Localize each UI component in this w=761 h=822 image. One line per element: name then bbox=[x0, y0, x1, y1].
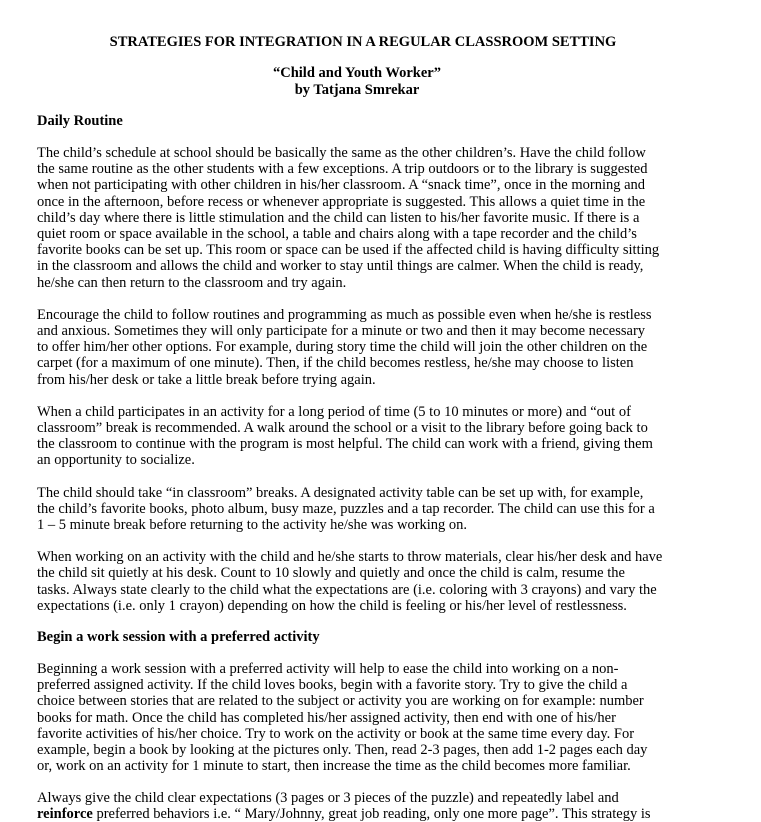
paragraph-line: The child should take “in classroom” breaks. A designated activity table can be set up with, for example, bbox=[37, 484, 644, 501]
paragraph-line: and anxious. Sometimes they will only participate for a minute or two and then it may become necessary bbox=[37, 323, 646, 340]
paragraph-line: carpet (for a maximum of one minute). Then, if the child becomes restless, he/she may choose to listen bbox=[37, 355, 634, 372]
paragraph-line: an opportunity to socialize. bbox=[37, 452, 195, 469]
paragraph bbox=[37, 790, 677, 822]
paragraph-line: choice between stories that are related to the subject or activity you are working on for example: number bbox=[37, 693, 644, 710]
paragraph-text: preferred behaviors i.e. “ Mary/Johnny, great job reading, only one more page”. This strategy is bbox=[92, 805, 651, 822]
paragraph-line: or, work on an activity for 1 minute to start, then increase the time as the child becomes more familiar. bbox=[37, 758, 631, 775]
subtitle-author: by Tatjana Smrekar bbox=[294, 82, 420, 98]
paragraph-line: Beginning a work session with a preferred activity will help to ease the child into working on a non- bbox=[37, 661, 619, 678]
paragraph bbox=[37, 145, 677, 291]
paragraph-line: the same routine as the other students with a few exceptions. A trip outdoors or to the library is suggested bbox=[37, 161, 648, 178]
paragraph-line: the child sit quietly at his desk. Count to 10 slowly and quietly and once the child is calm, resume the bbox=[37, 565, 625, 582]
document-subtitle bbox=[37, 65, 677, 99]
paragraph-line: in the classroom and allows the child and worker to stay until things are calmer. When the child is ready, bbox=[37, 258, 644, 275]
paragraph-line: favorite books can be set up. This room or space can be used if the affected child is having difficulty sitting bbox=[37, 242, 660, 259]
paragraph-line: The child’s schedule at school should be basically the same as the other children’s. Have the child follow bbox=[37, 145, 646, 161]
paragraph-line: once in the afternoon, before recess or whenever appropriate is suggested. This allows a quiet time in the bbox=[37, 193, 646, 210]
paragraph-line: to offer him/her other options. For example, during story time the child will join the other children on the bbox=[37, 339, 648, 356]
paragraph-line: the child’s favorite books, photo album, busy maze, puzzles and a tap recorder. The child can use this for a bbox=[37, 500, 655, 517]
paragraph bbox=[37, 307, 677, 388]
paragraph-line: from his/her desk or take a little break before trying again. bbox=[37, 371, 376, 388]
paragraph-line: favorite activities of his/her choice. Try to work on the activity or book at the same time every day. For bbox=[37, 725, 635, 742]
paragraph-line: books for math. Once the child has completed his/her assigned activity, then end with one of his/her bbox=[37, 709, 616, 726]
paragraph-line: When working on an activity with the child and he/she starts to throw materials, clear his/her desk and have bbox=[37, 549, 663, 566]
paragraph-line bbox=[37, 806, 677, 822]
paragraph-line: classroom” break is recommended. A walk around the school or a visit to the library before going back to bbox=[37, 420, 648, 437]
paragraph-line: tasks. Always state clearly to the child what the expectations are (i.e. coloring with 3 crayons) and vary the bbox=[37, 581, 657, 598]
document-page bbox=[37, 33, 677, 822]
paragraph bbox=[37, 404, 677, 469]
document-title: STRATEGIES FOR INTEGRATION IN A REGULAR CLASSROOM SETTING bbox=[109, 34, 617, 50]
paragraph-line: expectations (i.e. only 1 crayon) depending on how the child is feeling or his/her level of restlessness. bbox=[37, 597, 627, 614]
paragraph bbox=[37, 549, 677, 614]
subtitle-role: “Child and Youth Worker” bbox=[272, 65, 441, 81]
paragraph-line: preferred assigned activity. If the child loves books, begin with a favorite story. Try to give the child a bbox=[37, 677, 628, 694]
document-body bbox=[37, 113, 677, 775]
section-heading: Begin a work session with a preferred activity bbox=[37, 629, 320, 646]
paragraph-line: When a child participates in an activity for a long period of time (5 to 10 minutes or more) and “out of bbox=[37, 403, 631, 420]
paragraph-line: the classroom to continue with the program is most helpful. The child can work with a friend, giving them bbox=[37, 436, 653, 453]
paragraph-line: 1 – 5 minute break before returning to the activity he/she was working on. bbox=[37, 517, 468, 534]
paragraph-line: example, begin a book by looking at the pictures only. Then, read 2-3 pages, then add 1-2 pages each day bbox=[37, 742, 648, 759]
paragraph-line: Always give the child clear expectations (3 pages or 3 pieces of the puzzle) and repeatedly label and bbox=[37, 789, 619, 806]
paragraph-line: quiet room or space available in the school, a table and chairs along with a tape recorder and the child’s bbox=[37, 226, 637, 243]
paragraph bbox=[37, 485, 677, 534]
paragraph bbox=[37, 661, 677, 774]
paragraph-line: he/she can then return to the classroom and try again. bbox=[37, 274, 347, 291]
paragraph-line: when not participating with other children in his/her classroom. A “snack time”, once in the morning and bbox=[37, 177, 646, 194]
section-heading: Daily Routine bbox=[37, 113, 123, 129]
paragraph-line: Encourage the child to follow routines and programming as much as possible even when he/she is restless bbox=[37, 306, 652, 323]
paragraph-line: child’s day where there is little stimulation and the child can listen to his/her favorite music. If there is a bbox=[37, 209, 640, 226]
bold-text: reinforce bbox=[37, 805, 93, 822]
